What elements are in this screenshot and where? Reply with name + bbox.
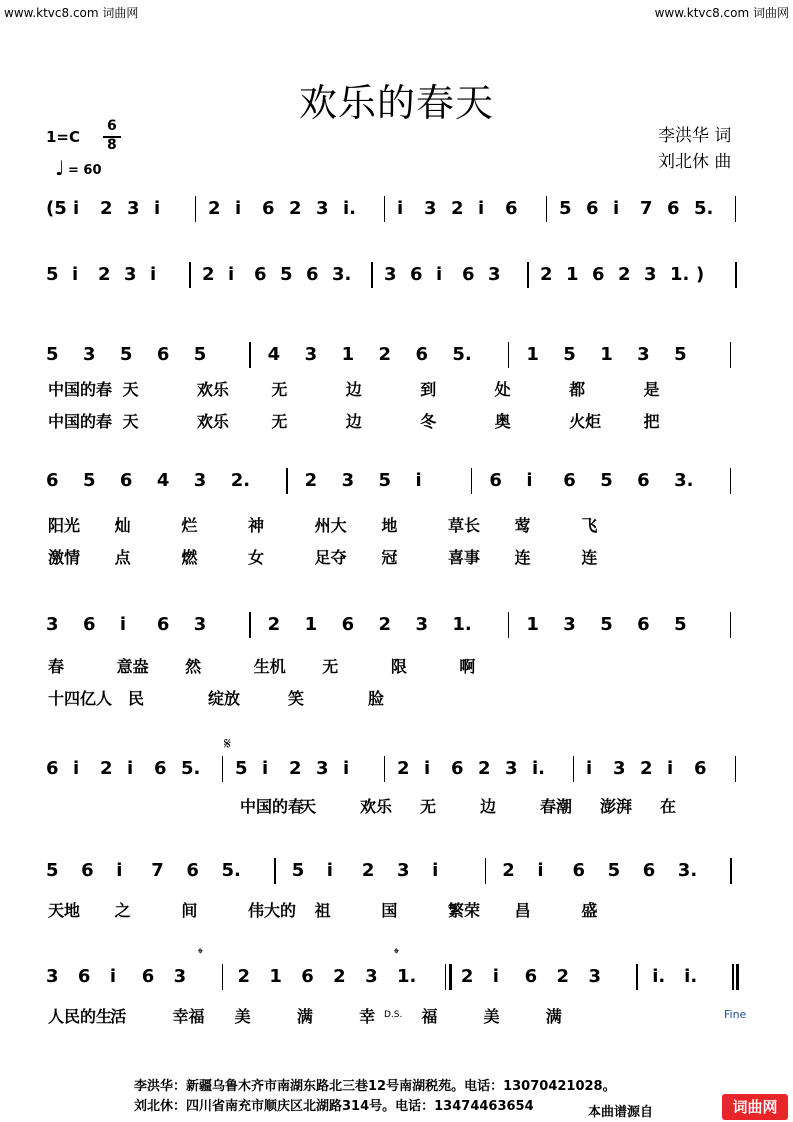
barline: [735, 262, 737, 288]
note: i: [116, 860, 123, 881]
note: 3: [173, 966, 187, 987]
lyric-word: 边: [345, 412, 362, 431]
note: 3: [193, 614, 207, 635]
note: 1: [304, 614, 318, 635]
lyric-word: 天地: [48, 901, 81, 920]
lyric-word: 灿: [114, 516, 131, 535]
note: 6: [141, 966, 155, 987]
lyric-word: 点: [114, 548, 131, 567]
note: 5: [291, 860, 305, 881]
note: 6: [81, 860, 94, 881]
barline: [471, 468, 473, 494]
lyric-word: 无: [322, 657, 339, 676]
note: (5: [46, 198, 67, 219]
note: 1: [269, 966, 282, 987]
lyric-word: 笑: [288, 689, 305, 708]
note: 5.: [181, 758, 201, 779]
note: 3: [637, 344, 650, 365]
note: 2: [100, 758, 113, 779]
note: i: [424, 758, 431, 779]
note: 3: [644, 264, 657, 285]
lyric-word: 烂: [181, 516, 198, 535]
lyric-word: 活: [110, 1007, 127, 1026]
barline: [189, 262, 191, 288]
lyric-word: 天: [122, 380, 139, 399]
note: 6: [46, 758, 59, 779]
note: 6: [462, 264, 475, 285]
note: i.: [652, 966, 666, 987]
note: 5: [46, 264, 59, 285]
lyric-word: 州大: [314, 516, 347, 535]
note: 5: [563, 344, 576, 365]
note: i.: [532, 758, 546, 779]
lyric-word: 绽放: [208, 689, 241, 708]
lyric-word: 在: [660, 797, 677, 816]
note: i: [526, 470, 533, 491]
lyric-word: 天: [300, 797, 317, 816]
note: 5: [378, 470, 392, 491]
note: i: [109, 966, 116, 987]
lyric-word: 中国的春: [48, 380, 113, 399]
note: i: [72, 264, 79, 285]
lyric-word: 都: [569, 380, 586, 399]
lyric-word: 人民的生: [48, 1007, 113, 1026]
lyric-word: 春: [48, 657, 65, 676]
note: i: [228, 264, 235, 285]
note: 2: [208, 198, 221, 219]
note: 3: [304, 344, 318, 365]
key-signature: 1=C: [46, 128, 81, 146]
lyric-word: 冠: [381, 548, 398, 567]
lyric-word: 民: [128, 689, 145, 708]
lyric-word: 是: [643, 380, 660, 399]
site-logo: 词曲网: [722, 1094, 788, 1120]
page-title: 欢乐的春天: [298, 81, 494, 125]
note: 6: [186, 860, 199, 881]
note: i.: [684, 966, 698, 987]
barline: [573, 756, 575, 782]
note: i: [73, 758, 80, 779]
note: 3: [127, 198, 140, 219]
lyric-word: 边: [480, 797, 497, 816]
lyric-word: 足夺: [314, 548, 347, 567]
note: 6: [637, 470, 650, 491]
composer: 刘北休 曲: [658, 152, 732, 172]
note: 5: [674, 344, 687, 365]
note: ): [696, 264, 705, 285]
barline: [249, 342, 251, 368]
note: 2: [460, 966, 474, 987]
lyric-word: 地: [381, 516, 398, 535]
lyric-word: 处: [494, 380, 511, 399]
note: 3: [82, 344, 96, 365]
note: i: [613, 198, 620, 219]
watermark-left: www.ktvc8.com 词曲网: [4, 6, 139, 20]
note: 2: [540, 264, 553, 285]
barline: [384, 196, 386, 222]
note: i: [415, 470, 422, 491]
barline: [546, 196, 548, 222]
note: i: [586, 758, 593, 779]
coda-icon-2: 𝄌: [394, 946, 399, 962]
note: 3: [563, 614, 576, 635]
note: 1: [566, 264, 579, 285]
note: 2: [618, 264, 631, 285]
note: 5: [46, 344, 59, 365]
lyric-word: 中国的春: [240, 797, 305, 816]
barline: [274, 858, 276, 884]
footer-composer-contact: 刘北休：四川省南充市顺庆区北湖路314号。电话：13474463654: [134, 1099, 534, 1114]
note: 3: [415, 614, 428, 635]
lyric-word: 无: [271, 380, 288, 399]
note: 1: [526, 614, 539, 635]
score-line-2: [0, 262, 793, 306]
barline: [732, 964, 734, 990]
barline: [286, 468, 288, 494]
watermark-right: www.ktvc8.com 词曲网: [654, 6, 789, 20]
note: 6: [77, 966, 91, 987]
lyric-word: 十四亿人: [48, 689, 113, 708]
lyric-word: 连: [514, 548, 531, 567]
lyric-word: 春潮: [540, 797, 573, 816]
lyric-word: 澎湃: [600, 797, 633, 816]
note: 6: [154, 758, 167, 779]
note: 7: [640, 198, 653, 219]
note: 2: [556, 966, 570, 987]
lyric-word: 然: [185, 657, 202, 676]
note: 6: [156, 344, 170, 365]
note: 6: [586, 198, 599, 219]
note: 2: [304, 470, 318, 491]
note: 6: [415, 344, 428, 365]
note: 6: [667, 198, 680, 219]
note: 6: [524, 966, 538, 987]
score-line-4: [0, 468, 793, 512]
lyric-word: 边: [345, 380, 362, 399]
barline: [222, 964, 224, 990]
barline: [222, 756, 224, 782]
lyric-word: 国: [381, 901, 398, 920]
barline: [730, 342, 732, 368]
note: 3: [588, 966, 601, 987]
barline: [735, 196, 737, 222]
note: 6: [451, 758, 464, 779]
note: 6: [642, 860, 656, 881]
note: 3: [613, 758, 626, 779]
time-signature-bottom: 8: [107, 137, 117, 153]
lyric-word: 啊: [459, 657, 476, 676]
note: 5: [280, 264, 293, 285]
lyric-word: 无: [420, 797, 437, 816]
barline: [195, 196, 197, 222]
lyric-word: 欢乐: [196, 412, 229, 431]
note: 6: [592, 264, 605, 285]
time-signature-top: 6: [107, 118, 117, 134]
note: i: [492, 966, 499, 987]
barline: [384, 756, 386, 782]
note: 2: [361, 860, 375, 881]
lyric-word: 燃: [181, 548, 198, 567]
note: 2: [333, 966, 346, 987]
lyric-word: 飞: [581, 516, 598, 535]
lyric-word: 奥: [494, 412, 511, 431]
note: 5: [46, 860, 59, 881]
note: 1: [526, 344, 539, 365]
note: 2: [502, 860, 515, 881]
barline: [508, 342, 510, 368]
lyric-word: 幸: [359, 1007, 376, 1026]
note: 5: [674, 614, 687, 635]
note: 5: [559, 198, 572, 219]
lyric-word: 喜事: [448, 548, 481, 567]
lyric-word: 昌: [514, 901, 531, 920]
note: 4: [156, 470, 170, 491]
barline: [449, 964, 452, 990]
note: i: [478, 198, 485, 219]
lyric-word: 限: [390, 657, 407, 676]
note: 3: [488, 264, 501, 285]
note: 2: [98, 264, 111, 285]
note: i: [537, 860, 544, 881]
note: i.: [343, 198, 357, 219]
lyric-word: 激情: [48, 548, 81, 567]
note: i: [667, 758, 674, 779]
note: 3.: [674, 470, 694, 491]
score-line-5: [0, 612, 793, 656]
note: 5.: [694, 198, 714, 219]
note: 3: [384, 264, 397, 285]
note: 5: [607, 860, 621, 881]
note: 3: [193, 470, 207, 491]
note: 3.: [332, 264, 352, 285]
note: 5: [119, 344, 133, 365]
ds-marker: D.S.: [384, 1010, 403, 1020]
note: 5.: [221, 860, 241, 881]
note: 6: [306, 264, 319, 285]
note: 6: [119, 470, 133, 491]
note: 3: [316, 758, 329, 779]
note: 5.: [452, 344, 472, 365]
note: 6: [694, 758, 707, 779]
lyric-word: 神: [248, 516, 265, 535]
note: 6: [82, 614, 96, 635]
note: 3: [365, 966, 378, 987]
barline: [445, 964, 447, 990]
score-line-8: [0, 964, 793, 1008]
barline: [735, 756, 737, 782]
lyric-word: 天: [122, 412, 139, 431]
note: 3: [341, 470, 355, 491]
lyric-word: 阳光: [48, 516, 81, 535]
note: i: [262, 758, 269, 779]
note: 3: [316, 198, 329, 219]
note: 1.: [397, 966, 417, 987]
note: i: [119, 614, 127, 635]
barline: [485, 858, 487, 884]
note: 1.: [670, 264, 690, 285]
note: i: [73, 198, 80, 219]
note: 5: [235, 758, 248, 779]
lyric-word: 脸: [368, 689, 385, 708]
barline: [730, 468, 732, 494]
lyric-word: 间: [181, 901, 198, 920]
note: 2: [451, 198, 464, 219]
note: 1: [600, 344, 613, 365]
barline: [636, 964, 638, 990]
segno-icon: 𝄋: [224, 734, 231, 753]
note: 6: [563, 470, 576, 491]
note: 2: [289, 758, 302, 779]
note: i: [397, 198, 404, 219]
note: 2: [378, 614, 392, 635]
note: 6: [301, 966, 314, 987]
lyric-word: 中国的春: [48, 412, 113, 431]
note: i: [154, 198, 161, 219]
note: i: [235, 198, 242, 219]
note: 3: [397, 860, 410, 881]
note: 2: [202, 264, 215, 285]
note: 2.: [230, 470, 251, 491]
note: 2: [237, 966, 250, 987]
note: i: [432, 860, 439, 881]
score-line-1: [0, 196, 793, 240]
note: 2: [640, 758, 653, 779]
lyric-word: 无: [271, 412, 288, 431]
lyric-word: 美: [234, 1007, 251, 1026]
barline: [736, 964, 739, 990]
barline: [371, 262, 373, 288]
note: 2: [267, 614, 281, 635]
lyric-word: 连: [581, 548, 598, 567]
footer-source: 本曲谱源自: [588, 1105, 654, 1120]
score-line-3: [0, 342, 793, 386]
note: 6: [254, 264, 267, 285]
note: 1.: [452, 614, 472, 635]
lyric-word: 满: [545, 1007, 562, 1026]
lyric-word: 之: [114, 901, 131, 920]
note: 3: [124, 264, 137, 285]
lyric-word: 欢乐: [196, 380, 229, 399]
note: 3: [424, 198, 437, 219]
tempo: = 60: [68, 163, 102, 178]
note: 3.: [677, 860, 698, 881]
lyric-word: 幸福: [172, 1007, 205, 1026]
lyric-word: 欢乐: [360, 797, 393, 816]
note: 3: [505, 758, 518, 779]
note: 2: [378, 344, 392, 365]
score-line-7: [0, 858, 793, 902]
lyric-word: 美: [483, 1007, 500, 1026]
note: i: [343, 758, 350, 779]
lyric-word: 意盎: [116, 657, 149, 676]
note: 6: [46, 470, 59, 491]
footer-lyricist-contact: 李洪华：新疆乌鲁木齐市南湖东路北三巷12号南湖税苑。电话：13070421028。: [134, 1079, 616, 1094]
fine-marker: Fine: [724, 1008, 747, 1021]
lyric-word: 草长: [448, 516, 481, 535]
barline: [730, 858, 732, 884]
note: 2: [289, 198, 302, 219]
note: 6: [572, 860, 586, 881]
barline: [527, 262, 529, 288]
lyric-word: 火炬: [569, 412, 602, 431]
quarter-note-icon: ♩: [55, 156, 65, 180]
lyric-word: 生机: [253, 657, 286, 676]
lyricist: 李洪华 词: [658, 126, 732, 146]
barline: [249, 612, 251, 638]
lyric-word: 冬: [420, 412, 437, 431]
note: 3: [46, 614, 59, 635]
note: i: [326, 860, 333, 881]
note: 6: [341, 614, 355, 635]
lyric-word: 把: [643, 412, 660, 431]
lyric-word: 福: [421, 1007, 438, 1026]
coda-icon-1: 𝄌: [198, 946, 203, 962]
note: 6: [410, 264, 423, 285]
lyric-word: 莺: [514, 516, 531, 535]
note: 6: [156, 614, 170, 635]
note: 7: [151, 860, 164, 881]
note: i: [150, 264, 157, 285]
note: 2: [478, 758, 491, 779]
note: 5: [82, 470, 96, 491]
note: 6: [262, 198, 275, 219]
note: 2: [100, 198, 113, 219]
note: 6: [489, 470, 502, 491]
note: 5: [600, 614, 613, 635]
note: 6: [505, 198, 518, 219]
barline: [508, 612, 510, 638]
note: 2: [397, 758, 410, 779]
lyric-word: 满: [296, 1007, 313, 1026]
note: i: [436, 264, 443, 285]
note: 1: [341, 344, 355, 365]
note: 6: [637, 614, 650, 635]
note: 5: [193, 344, 207, 365]
lyric-word: 到: [420, 380, 437, 399]
lyric-word: 祖: [314, 901, 331, 920]
note: 3: [46, 966, 59, 987]
note: i: [127, 758, 134, 779]
lyric-word: 繁荣: [448, 901, 481, 920]
lyric-word: 伟大的: [248, 901, 297, 920]
note: 4: [267, 344, 281, 365]
lyric-word: 女: [248, 548, 265, 567]
barline: [730, 612, 732, 638]
note: 5: [600, 470, 613, 491]
lyric-word: 盛: [581, 901, 598, 920]
